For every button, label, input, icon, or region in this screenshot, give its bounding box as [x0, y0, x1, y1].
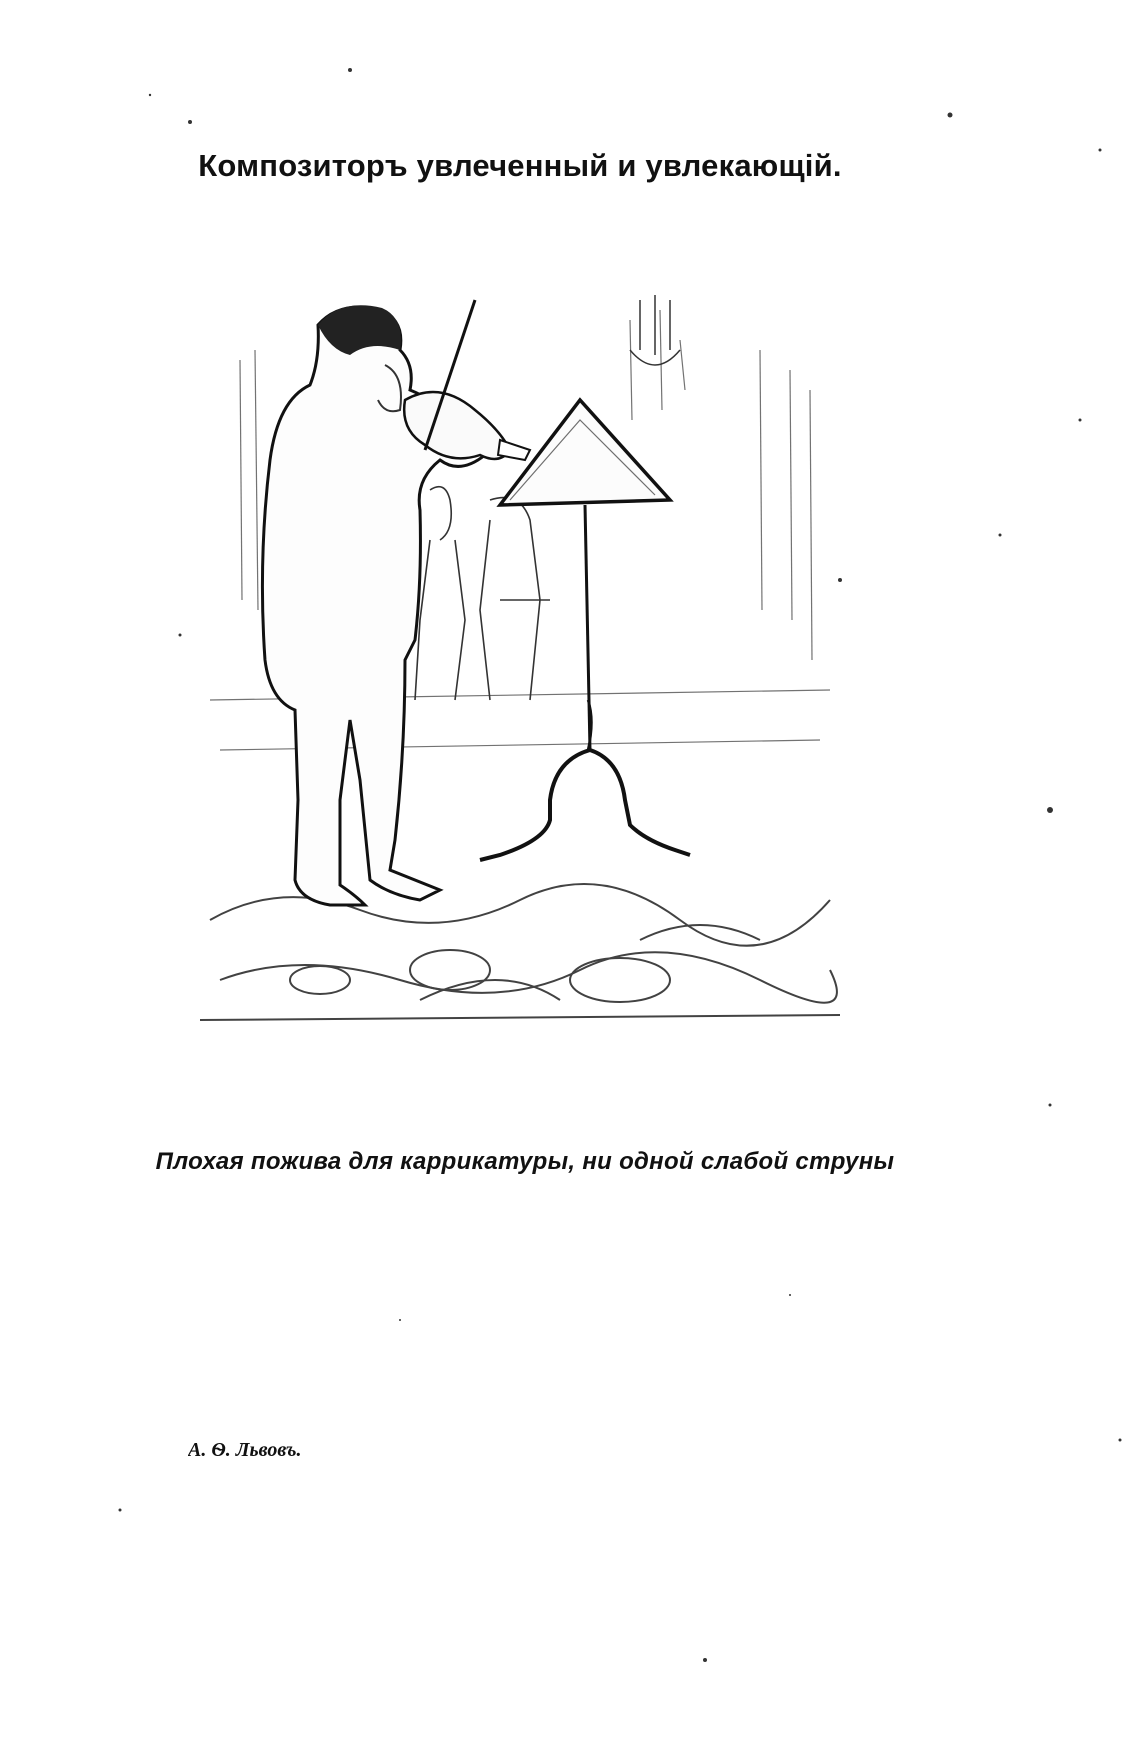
signature: [188, 1428, 388, 1468]
illustration-caption: Плохая пожива для каррикатуры, ни одной слабой струны: [155, 1148, 895, 1175]
carpet-pattern: [200, 884, 840, 1020]
svg-text:А. Ѳ. Львовъ.: А. Ѳ. Львовъ.: [188, 1439, 302, 1461]
violinist-illustration: [200, 280, 840, 1040]
violin-and-bow: [404, 300, 530, 460]
music-stand: [480, 400, 690, 860]
seated-figures: [415, 487, 550, 700]
page-title: Композиторъ увлеченный и увлекающій.: [198, 148, 842, 183]
chandelier-sketch: [630, 295, 680, 365]
